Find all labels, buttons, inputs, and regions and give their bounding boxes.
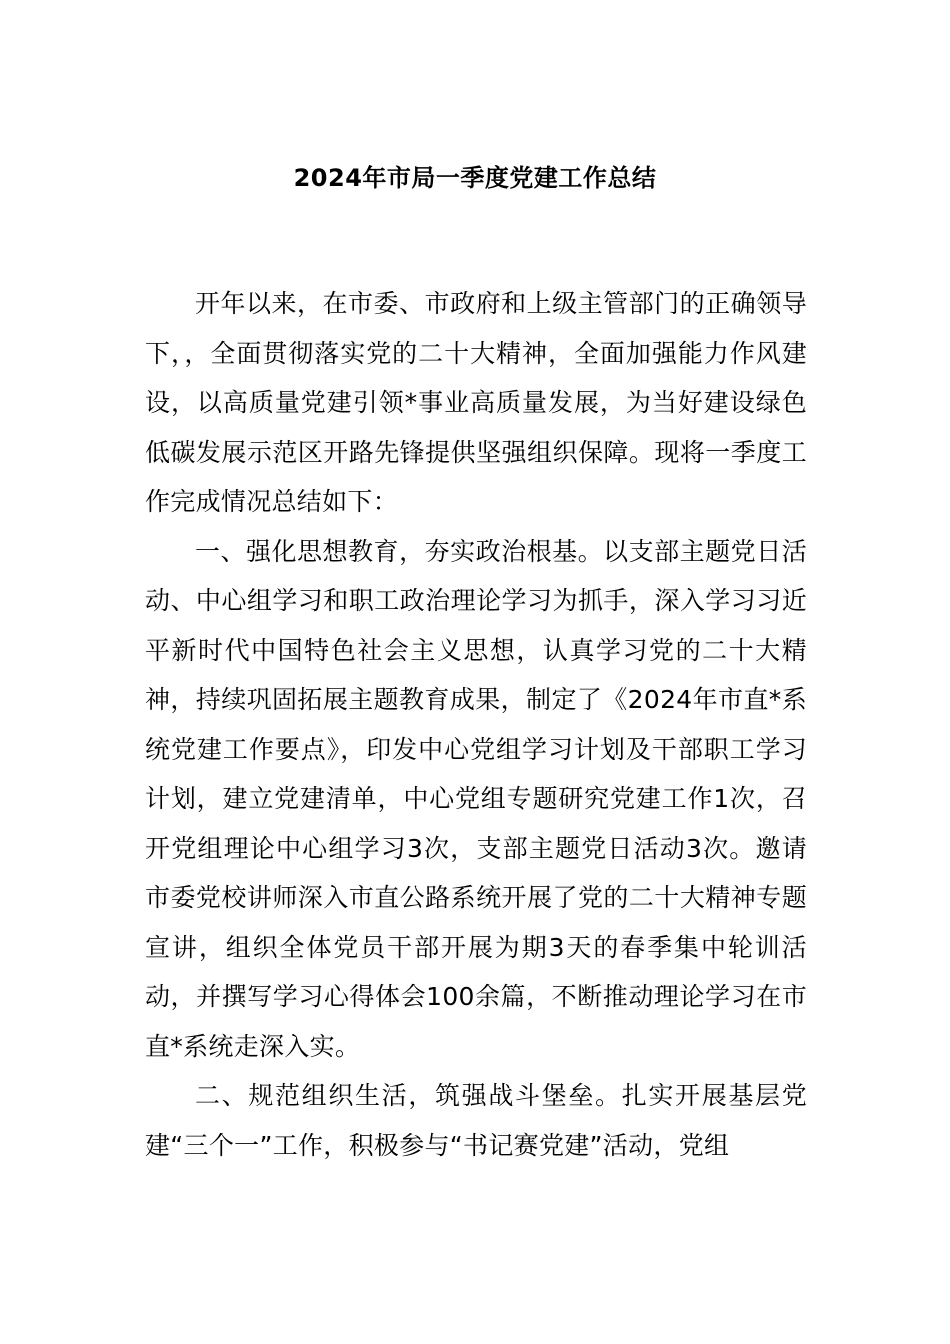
paragraph-section-2: 二、规范组织生活，筑强战斗堡垒。扎实开展基层党建“三个一”工作，积极参与“书记赛党建”活动，党组 [145, 1081, 807, 1160]
paragraph-section-1: 一、强化思想教育，夯实政治根基。以支部主题党日活动、中心组学习和职工政治理论学习为抓手，深入学习习近平新时代中国特色社会主义思想，认真学习党的二十大精神，持续巩固拓展主题教育成果，制定了《2024年市直*系统党建工作要点》，印发中心党组学习计划及干部职工学习计划，建立党建清单，中心党组专题研究党建工作1次，召开党组理论中心组学习3次，支部主题党日活动3次。邀请市委党校讲师深入市直公路系统开展了党的二十大精神专题宣讲，组织全体党员干部开展为期3天的春季集中轮训活动，并撰写学习心得体会100余篇，不断推动理论学习在市直*系统走深入实。 [145, 536, 807, 1061]
document-title: 2024年市局一季度党建工作总结 [293, 164, 657, 192]
document-body [145, 279, 807, 1170]
paragraph-intro: 开年以来，在市委、市政府和上级主管部门的正确领导下，，全面贯彻落实党的二十大精神，全面加强能力作风建设，以高质量党建引领*事业高质量发展，为当好建设绿色低碳发展示范区开路先锋提供坚强组织保障。现将一季度工作完成情况总结如下： [145, 289, 807, 516]
